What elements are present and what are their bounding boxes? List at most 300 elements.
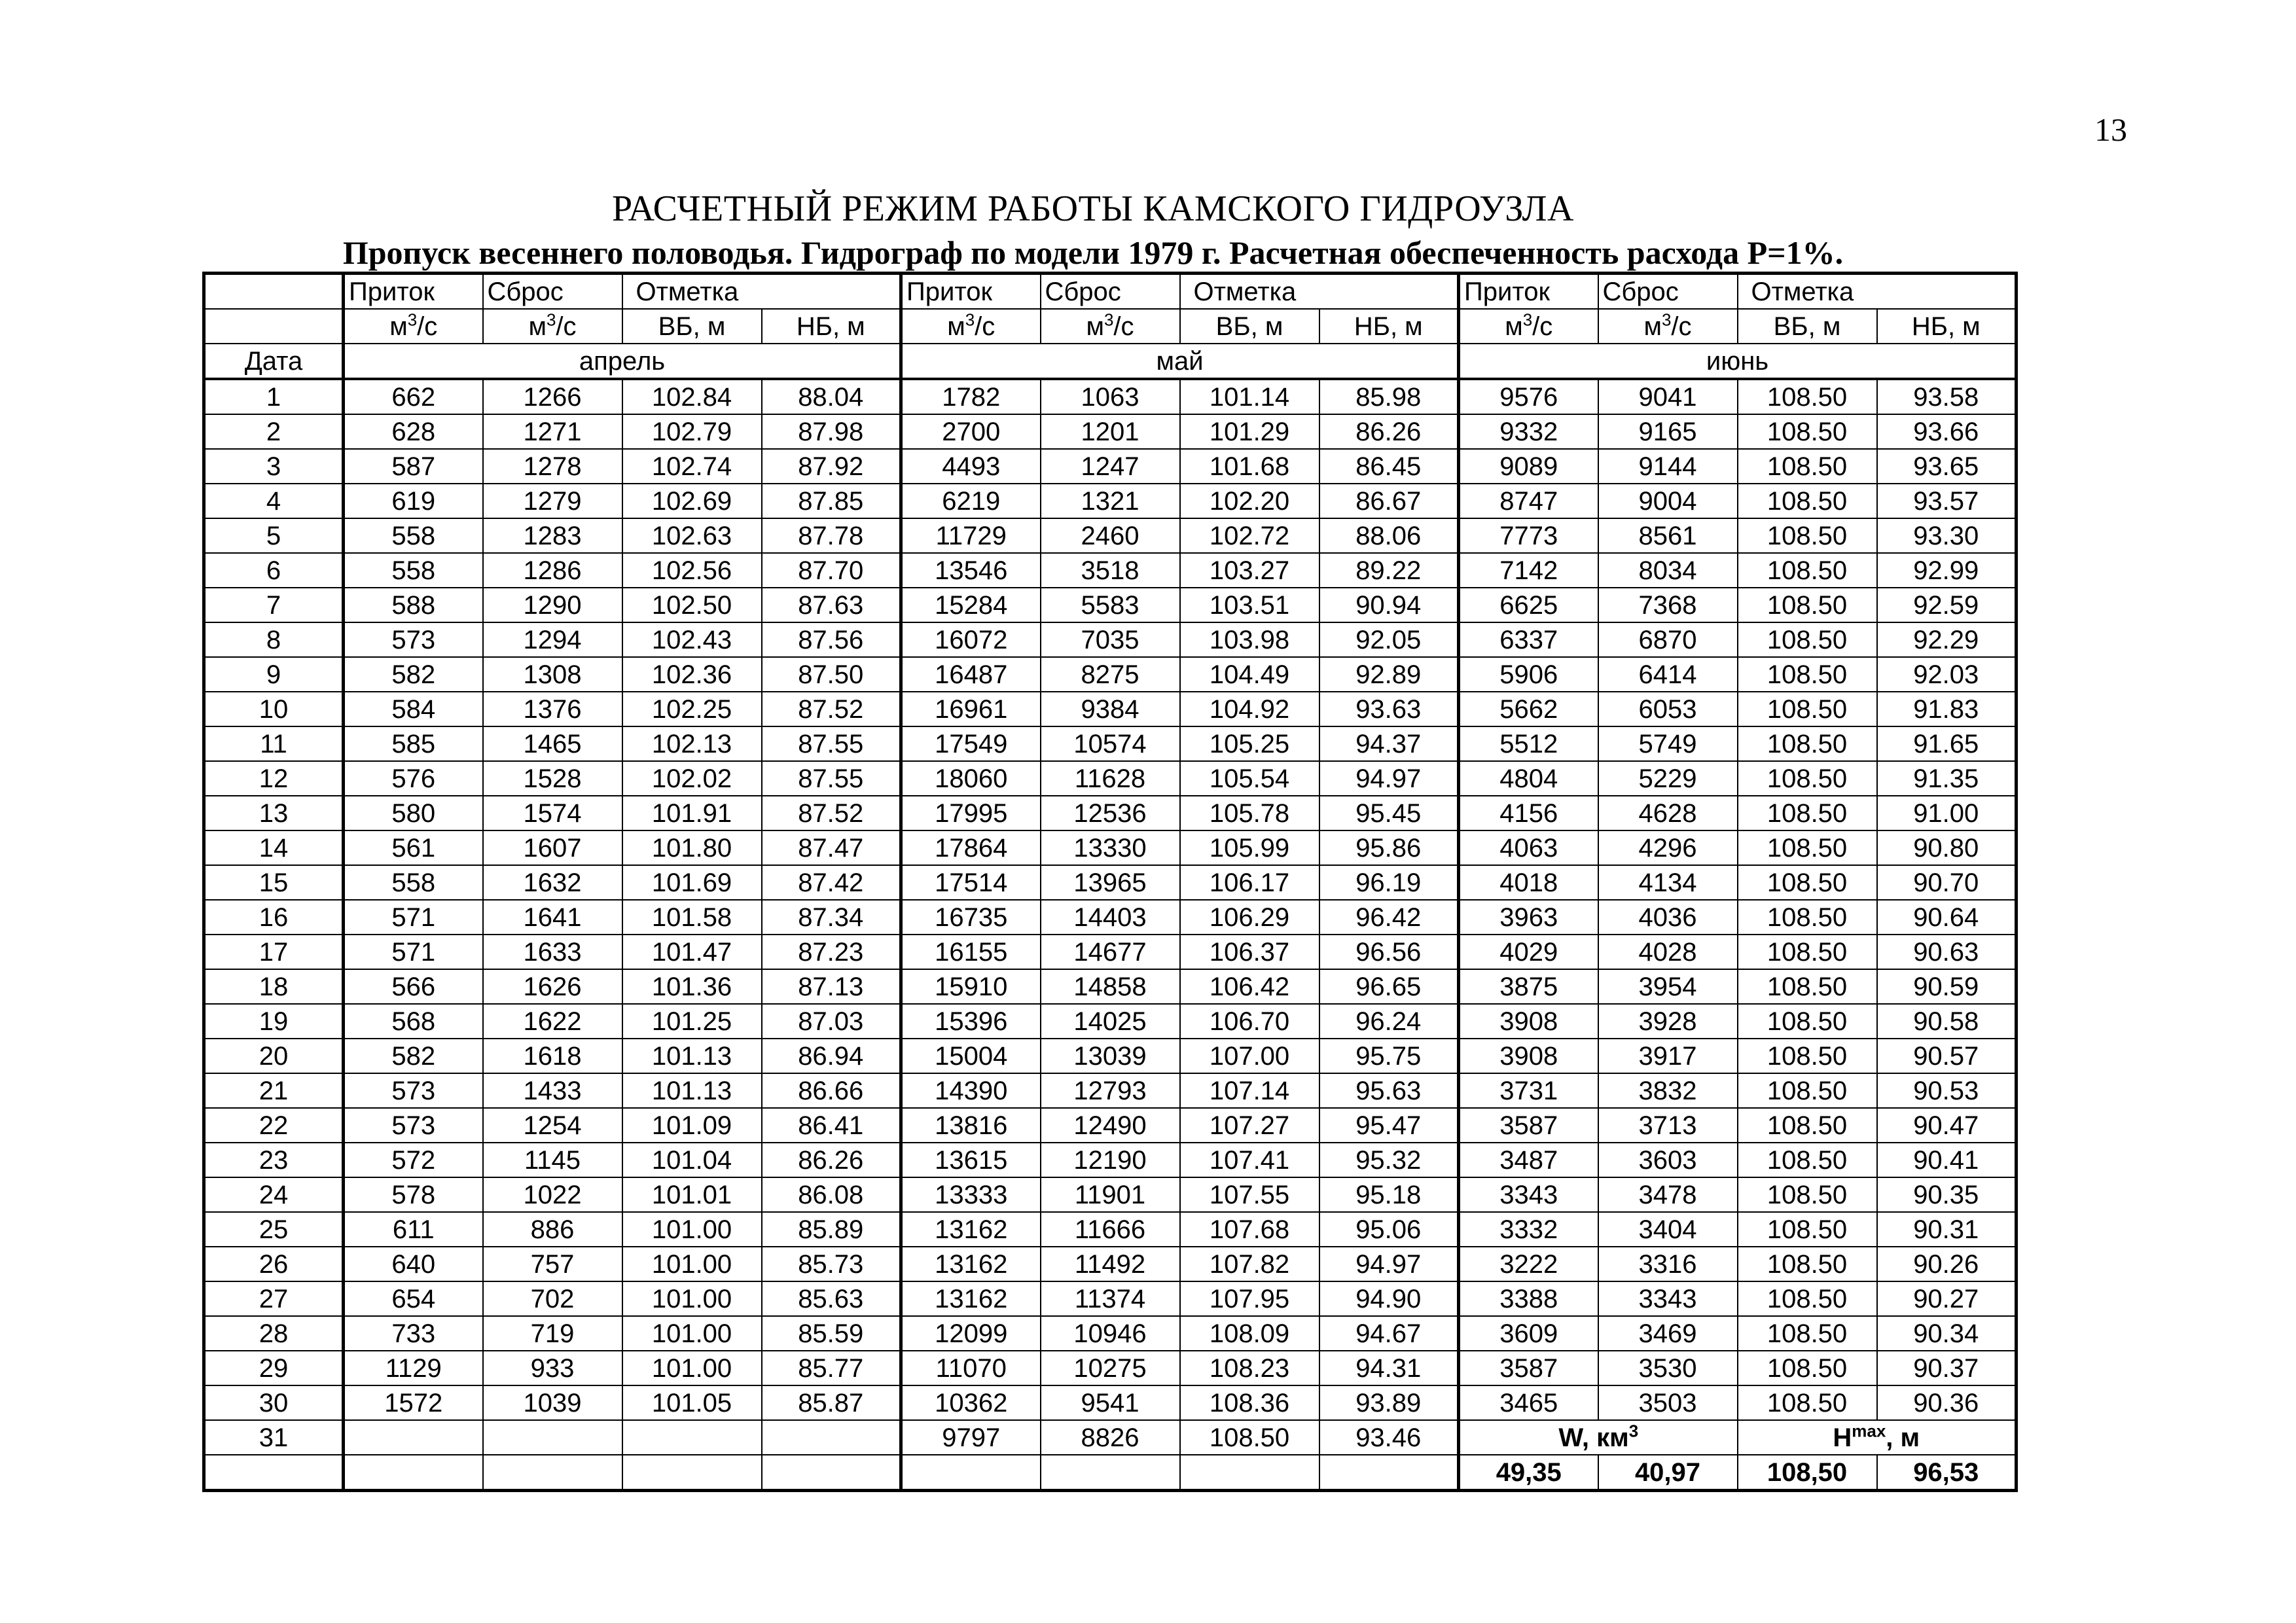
header-level-april: Отметка: [622, 274, 901, 310]
cell-day: 15: [204, 865, 344, 900]
cell-downstream-april: 86.66: [762, 1073, 901, 1108]
unit-suffix: /с: [1671, 312, 1692, 341]
cell-inflow-may: 17514: [901, 865, 1041, 900]
cell-downstream-may: 96.19: [1319, 865, 1459, 900]
cell-downstream-may: 89.22: [1319, 553, 1459, 588]
cell-discharge-april: 1039: [483, 1385, 622, 1420]
cell-inflow-may: 15396: [901, 1004, 1041, 1039]
cell-downstream-april: 87.50: [762, 657, 901, 692]
cell-inflow-april: 573: [344, 622, 483, 657]
cell-downstream-june: 91.83: [1877, 692, 2017, 726]
cell-inflow-june: 7142: [1459, 553, 1598, 588]
cell-day: 4: [204, 484, 344, 518]
cell-upstream-june: 108.50: [1738, 1351, 1877, 1385]
cell-downstream-june: 90.63: [1877, 935, 2017, 969]
cell-inflow-april: 571: [344, 935, 483, 969]
cell-discharge-april: 719: [483, 1316, 622, 1351]
cell-downstream-may: 92.05: [1319, 622, 1459, 657]
cell-upstream-june: 108.50: [1738, 900, 1877, 935]
table-row: [204, 1004, 2017, 1039]
cell-discharge-may: 1201: [1041, 414, 1180, 449]
cell-discharge-april: 1254: [483, 1108, 622, 1143]
cell-day: 13: [204, 796, 344, 830]
cell-discharge-june: 4134: [1598, 865, 1738, 900]
summary-row: [204, 1455, 2017, 1491]
cell-inflow-may: 16961: [901, 692, 1041, 726]
cell-upstream-june: 108.50: [1738, 935, 1877, 969]
cell-inflow-june: 3908: [1459, 1039, 1598, 1073]
table-row: [204, 865, 2017, 900]
cell-inflow-may: 17549: [901, 726, 1041, 761]
cell-inflow-april: 611: [344, 1212, 483, 1247]
cell-upstream-april: 101.47: [622, 935, 762, 969]
cell-discharge-june: 3954: [1598, 969, 1738, 1004]
page-number: 13: [2094, 111, 2127, 148]
cell-downstream-april: 87.42: [762, 865, 901, 900]
cell-inflow-april: 568: [344, 1004, 483, 1039]
cell-upstream-june: 108.50: [1738, 761, 1877, 796]
cell-upstream-april: 101.69: [622, 865, 762, 900]
table-row: [204, 1143, 2017, 1177]
cell-downstream-april: 86.41: [762, 1108, 901, 1143]
cell-upstream-april: 102.63: [622, 518, 762, 553]
cell-upstream-may: 107.68: [1180, 1212, 1319, 1247]
table-row: [204, 1108, 2017, 1143]
cell-inflow-may: 12099: [901, 1316, 1041, 1351]
cell-day: 27: [204, 1281, 344, 1316]
cell-inflow-april: 558: [344, 865, 483, 900]
cell-day: 5: [204, 518, 344, 553]
cell-downstream-april: [762, 1420, 901, 1455]
unit-suffix: /с: [417, 312, 438, 341]
head-label: [1738, 1420, 2017, 1455]
cell-discharge-june: 6870: [1598, 622, 1738, 657]
cell-inflow-april: 558: [344, 518, 483, 553]
cell-discharge-april: 1632: [483, 865, 622, 900]
cell-downstream-june: 90.35: [1877, 1177, 2017, 1212]
unit-text: м: [389, 312, 408, 341]
cell-discharge-april: 1266: [483, 379, 622, 414]
table-row: [204, 1351, 2017, 1385]
cell-discharge-june: 3343: [1598, 1281, 1738, 1316]
header-empty: [204, 309, 344, 344]
month-june: июнь: [1459, 344, 2017, 379]
cell-downstream-june: 91.65: [1877, 726, 2017, 761]
cell-upstream-april: 101.13: [622, 1039, 762, 1073]
unit-upstream-may: ВБ, м: [1180, 309, 1319, 344]
cell-upstream-april: 102.13: [622, 726, 762, 761]
cell-upstream-april: 102.25: [622, 692, 762, 726]
cell-upstream-april: 102.84: [622, 379, 762, 414]
cell-inflow-june: 9089: [1459, 449, 1598, 484]
cell-discharge-may: 3518: [1041, 553, 1180, 588]
cell-discharge-may: 13330: [1041, 830, 1180, 865]
cell-inflow-may: 13162: [901, 1281, 1041, 1316]
cell-upstream-april: 102.02: [622, 761, 762, 796]
cell-discharge-may: 11628: [1041, 761, 1180, 796]
table-row: [204, 935, 2017, 969]
cell-inflow-june: 8747: [1459, 484, 1598, 518]
cell-inflow-april: 572: [344, 1143, 483, 1177]
volume-label-text: W, км: [1558, 1423, 1629, 1452]
cell-upstream-june: 108.50: [1738, 1073, 1877, 1108]
cell-downstream-june: 90.41: [1877, 1143, 2017, 1177]
cell-upstream-june: 108.50: [1738, 1212, 1877, 1247]
cell-day: 29: [204, 1351, 344, 1385]
cell-discharge-june: 9165: [1598, 414, 1738, 449]
cell-downstream-june: 93.30: [1877, 518, 2017, 553]
cell-inflow-may: 4493: [901, 449, 1041, 484]
cell-discharge-june: 4036: [1598, 900, 1738, 935]
cell-discharge-april: 757: [483, 1247, 622, 1281]
cell-upstream-may: 104.49: [1180, 657, 1319, 692]
cell-upstream-may: 102.72: [1180, 518, 1319, 553]
cell-downstream-may: 95.32: [1319, 1143, 1459, 1177]
cell-downstream-april: 85.59: [762, 1316, 901, 1351]
head-label-text: Н: [1833, 1423, 1852, 1452]
cell-downstream-may: 96.65: [1319, 969, 1459, 1004]
cell-upstream-may: 105.25: [1180, 726, 1319, 761]
cell-inflow-june: 4029: [1459, 935, 1598, 969]
cell-inflow-may: 11729: [901, 518, 1041, 553]
cell-downstream-may: 93.46: [1319, 1420, 1459, 1455]
unit-text: м: [947, 312, 965, 341]
cell-upstream-june: 108.50: [1738, 1247, 1877, 1281]
cell-day: 6: [204, 553, 344, 588]
cell-upstream-april: 101.01: [622, 1177, 762, 1212]
cell-downstream-june: 90.47: [1877, 1108, 2017, 1143]
cell-downstream-june: 92.29: [1877, 622, 2017, 657]
cell-upstream-june: 108.50: [1738, 1143, 1877, 1177]
unit-discharge-april: [483, 309, 622, 344]
cell-discharge-june: 3713: [1598, 1108, 1738, 1143]
cell-inflow-may: 15284: [901, 588, 1041, 622]
cell-upstream-april: 101.36: [622, 969, 762, 1004]
table-row: [204, 1385, 2017, 1420]
cell-downstream-april: 87.34: [762, 900, 901, 935]
cell-discharge-june: 9144: [1598, 449, 1738, 484]
table-row: [204, 726, 2017, 761]
cell-discharge-april: 1376: [483, 692, 622, 726]
cell-upstream-may: 105.99: [1180, 830, 1319, 865]
cell-downstream-june: 90.70: [1877, 865, 2017, 900]
header-row-months: [204, 344, 2017, 379]
cell-discharge-april: 1279: [483, 484, 622, 518]
cell-discharge-may: 8275: [1041, 657, 1180, 692]
cell-inflow-april: 582: [344, 657, 483, 692]
cell-day: 18: [204, 969, 344, 1004]
table-row: [204, 692, 2017, 726]
cell-day: 14: [204, 830, 344, 865]
cell-inflow-april: 1572: [344, 1385, 483, 1420]
cell-inflow-april: 584: [344, 692, 483, 726]
cell-inflow-june: 3343: [1459, 1177, 1598, 1212]
cell-inflow-april: 628: [344, 414, 483, 449]
cell-upstream-june: 108.50: [1738, 379, 1877, 414]
cell-inflow-june: 6337: [1459, 622, 1598, 657]
cell-discharge-may: 14025: [1041, 1004, 1180, 1039]
table-row: [204, 657, 2017, 692]
cell-upstream-may: 103.27: [1180, 553, 1319, 588]
cell-downstream-may: 95.45: [1319, 796, 1459, 830]
table-row: [204, 1039, 2017, 1073]
cell-discharge-april: 1528: [483, 761, 622, 796]
cell-discharge-may: 9541: [1041, 1385, 1180, 1420]
cell-discharge-april: 1641: [483, 900, 622, 935]
cell-downstream-may: 93.89: [1319, 1385, 1459, 1420]
unit-downstream-may: НБ, м: [1319, 309, 1459, 344]
cell-downstream-june: 90.34: [1877, 1316, 2017, 1351]
cell-downstream-may: 95.63: [1319, 1073, 1459, 1108]
cell-discharge-june: 3316: [1598, 1247, 1738, 1281]
cell-downstream-april: 87.47: [762, 830, 901, 865]
table-row: [204, 379, 2017, 414]
cell-upstream-may: 108.23: [1180, 1351, 1319, 1385]
table-row: [204, 1247, 2017, 1281]
summary-empty-cell: [1319, 1455, 1459, 1491]
cell-downstream-april: 85.89: [762, 1212, 901, 1247]
cell-inflow-may: 14390: [901, 1073, 1041, 1108]
cell-day: 20: [204, 1039, 344, 1073]
cell-inflow-june: 6625: [1459, 588, 1598, 622]
cell-downstream-june: 93.66: [1877, 414, 2017, 449]
cell-inflow-april: [344, 1420, 483, 1455]
cell-upstream-may: 108.50: [1180, 1420, 1319, 1455]
cell-discharge-april: 702: [483, 1281, 622, 1316]
cell-upstream-june: 108.50: [1738, 726, 1877, 761]
cell-downstream-may: 90.94: [1319, 588, 1459, 622]
cell-inflow-april: 571: [344, 900, 483, 935]
unit-downstream-april: НБ, м: [762, 309, 901, 344]
cell-upstream-may: 101.68: [1180, 449, 1319, 484]
cell-downstream-april: 87.56: [762, 622, 901, 657]
summary-empty-cell: [483, 1455, 622, 1491]
cell-downstream-may: 94.31: [1319, 1351, 1459, 1385]
cell-discharge-april: 1574: [483, 796, 622, 830]
summary-value: 108,50: [1738, 1455, 1877, 1491]
unit-inflow-april: [344, 309, 483, 344]
cell-inflow-april: 662: [344, 379, 483, 414]
cell-downstream-may: 95.75: [1319, 1039, 1459, 1073]
cell-inflow-april: 573: [344, 1108, 483, 1143]
unit-exp: 3: [407, 310, 418, 330]
unit-suffix: /с: [556, 312, 577, 341]
cell-inflow-may: 17864: [901, 830, 1041, 865]
cell-downstream-april: 85.73: [762, 1247, 901, 1281]
unit-suffix: /с: [1113, 312, 1134, 341]
cell-downstream-april: 87.13: [762, 969, 901, 1004]
cell-discharge-june: 4628: [1598, 796, 1738, 830]
cell-upstream-may: 103.51: [1180, 588, 1319, 622]
cell-downstream-may: 94.37: [1319, 726, 1459, 761]
summary-value: 40,97: [1598, 1455, 1738, 1491]
cell-inflow-may: 16487: [901, 657, 1041, 692]
cell-upstream-june: 108.50: [1738, 1004, 1877, 1039]
table-row: [204, 622, 2017, 657]
header-inflow-june: Приток: [1459, 274, 1598, 310]
cell-discharge-april: 1633: [483, 935, 622, 969]
cell-inflow-april: 585: [344, 726, 483, 761]
cell-discharge-april: 1626: [483, 969, 622, 1004]
cell-inflow-april: 580: [344, 796, 483, 830]
cell-inflow-june: 3609: [1459, 1316, 1598, 1351]
cell-upstream-april: 101.05: [622, 1385, 762, 1420]
cell-inflow-june: 7773: [1459, 518, 1598, 553]
header-discharge-may: Сброс: [1041, 274, 1180, 310]
cell-discharge-june: 6053: [1598, 692, 1738, 726]
cell-inflow-may: 13615: [901, 1143, 1041, 1177]
cell-day: 30: [204, 1385, 344, 1420]
cell-downstream-may: 96.42: [1319, 900, 1459, 935]
unit-exp: 3: [1522, 310, 1533, 330]
cell-discharge-june: 9004: [1598, 484, 1738, 518]
cell-downstream-may: 96.56: [1319, 935, 1459, 969]
cell-day: 12: [204, 761, 344, 796]
cell-inflow-june: 5662: [1459, 692, 1598, 726]
cell-day: 16: [204, 900, 344, 935]
cell-discharge-may: 14677: [1041, 935, 1180, 969]
cell-upstream-may: 101.14: [1180, 379, 1319, 414]
cell-inflow-may: 15910: [901, 969, 1041, 1004]
table-row: [204, 588, 2017, 622]
cell-downstream-june: 90.36: [1877, 1385, 2017, 1420]
cell-discharge-april: 1607: [483, 830, 622, 865]
cell-inflow-june: 3465: [1459, 1385, 1598, 1420]
header-level-june: Отметка: [1738, 274, 2017, 310]
cell-upstream-may: 103.98: [1180, 622, 1319, 657]
cell-downstream-april: 87.98: [762, 414, 901, 449]
volume-label: [1459, 1420, 1738, 1455]
cell-discharge-april: 1283: [483, 518, 622, 553]
cell-upstream-may: 107.27: [1180, 1108, 1319, 1143]
cell-day: 2: [204, 414, 344, 449]
cell-upstream-june: 108.50: [1738, 553, 1877, 588]
cell-downstream-june: 92.03: [1877, 657, 2017, 692]
cell-downstream-april: 87.92: [762, 449, 901, 484]
cell-downstream-may: 95.06: [1319, 1212, 1459, 1247]
cell-discharge-april: 1308: [483, 657, 622, 692]
cell-discharge-april: 1294: [483, 622, 622, 657]
summary-empty-cell: [1180, 1455, 1319, 1491]
cell-downstream-may: 95.18: [1319, 1177, 1459, 1212]
cell-downstream-april: 86.26: [762, 1143, 901, 1177]
cell-upstream-april: 102.36: [622, 657, 762, 692]
unit-upstream-june: ВБ, м: [1738, 309, 1877, 344]
cell-discharge-may: 9384: [1041, 692, 1180, 726]
cell-inflow-may: 13546: [901, 553, 1041, 588]
cell-downstream-may: 94.97: [1319, 761, 1459, 796]
cell-downstream-june: 91.35: [1877, 761, 2017, 796]
cell-upstream-april: 102.50: [622, 588, 762, 622]
cell-downstream-june: 92.59: [1877, 588, 2017, 622]
cell-upstream-june: 108.50: [1738, 484, 1877, 518]
cell-upstream-april: 102.74: [622, 449, 762, 484]
cell-upstream-june: 108.50: [1738, 449, 1877, 484]
cell-discharge-april: 933: [483, 1351, 622, 1385]
cell-upstream-may: 106.17: [1180, 865, 1319, 900]
cell-downstream-june: 90.37: [1877, 1351, 2017, 1385]
cell-downstream-june: 93.57: [1877, 484, 2017, 518]
cell-upstream-june: 108.50: [1738, 796, 1877, 830]
unit-inflow-june: [1459, 309, 1598, 344]
cell-inflow-may: 13816: [901, 1108, 1041, 1143]
cell-inflow-june: 3487: [1459, 1143, 1598, 1177]
cell-inflow-may: 6219: [901, 484, 1041, 518]
cell-upstream-june: 108.50: [1738, 830, 1877, 865]
cell-upstream-april: 102.79: [622, 414, 762, 449]
cell-upstream-june: 108.50: [1738, 518, 1877, 553]
cell-inflow-april: 576: [344, 761, 483, 796]
cell-downstream-june: 90.64: [1877, 900, 2017, 935]
cell-inflow-june: 3963: [1459, 900, 1598, 935]
cell-inflow-june: 4804: [1459, 761, 1598, 796]
table-row: [204, 449, 2017, 484]
cell-upstream-april: 101.25: [622, 1004, 762, 1039]
cell-discharge-april: 1145: [483, 1143, 622, 1177]
summary-empty-cell: [344, 1455, 483, 1491]
cell-inflow-may: 2700: [901, 414, 1041, 449]
cell-downstream-april: 87.78: [762, 518, 901, 553]
unit-discharge-june: [1598, 309, 1738, 344]
cell-upstream-april: 101.00: [622, 1247, 762, 1281]
cell-discharge-april: 1465: [483, 726, 622, 761]
table-row: [204, 1073, 2017, 1108]
table-row: [204, 969, 2017, 1004]
cell-downstream-may: 94.90: [1319, 1281, 1459, 1316]
cell-discharge-june: 3478: [1598, 1177, 1738, 1212]
cell-upstream-june: 108.50: [1738, 1177, 1877, 1212]
cell-upstream-april: 101.00: [622, 1351, 762, 1385]
cell-discharge-may: 1063: [1041, 379, 1180, 414]
cell-inflow-may: 18060: [901, 761, 1041, 796]
cell-upstream-june: 108.50: [1738, 1385, 1877, 1420]
hydro-regime-table: [202, 272, 2018, 1492]
cell-discharge-may: 14403: [1041, 900, 1180, 935]
cell-upstream-may: 106.42: [1180, 969, 1319, 1004]
cell-discharge-april: 1286: [483, 553, 622, 588]
cell-upstream-june: 108.50: [1738, 692, 1877, 726]
cell-day: 19: [204, 1004, 344, 1039]
summary-value: 49,35: [1459, 1455, 1598, 1491]
cell-discharge-may: 10275: [1041, 1351, 1180, 1385]
cell-discharge-may: 12190: [1041, 1143, 1180, 1177]
cell-inflow-june: 3908: [1459, 1004, 1598, 1039]
cell-discharge-june: 3530: [1598, 1351, 1738, 1385]
cell-inflow-april: 566: [344, 969, 483, 1004]
cell-inflow-may: 13162: [901, 1247, 1041, 1281]
cell-discharge-june: 5749: [1598, 726, 1738, 761]
cell-day: 11: [204, 726, 344, 761]
table-row: [204, 518, 2017, 553]
cell-upstream-may: 106.29: [1180, 900, 1319, 935]
cell-inflow-may: 17995: [901, 796, 1041, 830]
cell-inflow-may: 15004: [901, 1039, 1041, 1073]
unit-exp: 3: [1661, 310, 1672, 330]
cell-upstream-may: 107.00: [1180, 1039, 1319, 1073]
cell-upstream-may: 108.36: [1180, 1385, 1319, 1420]
cell-inflow-may: 1782: [901, 379, 1041, 414]
cell-day: 22: [204, 1108, 344, 1143]
header-discharge-june: Сброс: [1598, 274, 1738, 310]
cell-downstream-april: 87.52: [762, 796, 901, 830]
cell-downstream-june: 93.65: [1877, 449, 2017, 484]
cell-discharge-april: 1271: [483, 414, 622, 449]
cell-downstream-june: 91.00: [1877, 796, 2017, 830]
date-header: Дата: [204, 344, 344, 379]
summary-empty-cell: [762, 1455, 901, 1491]
cell-inflow-april: 587: [344, 449, 483, 484]
table-row: [204, 1281, 2017, 1316]
